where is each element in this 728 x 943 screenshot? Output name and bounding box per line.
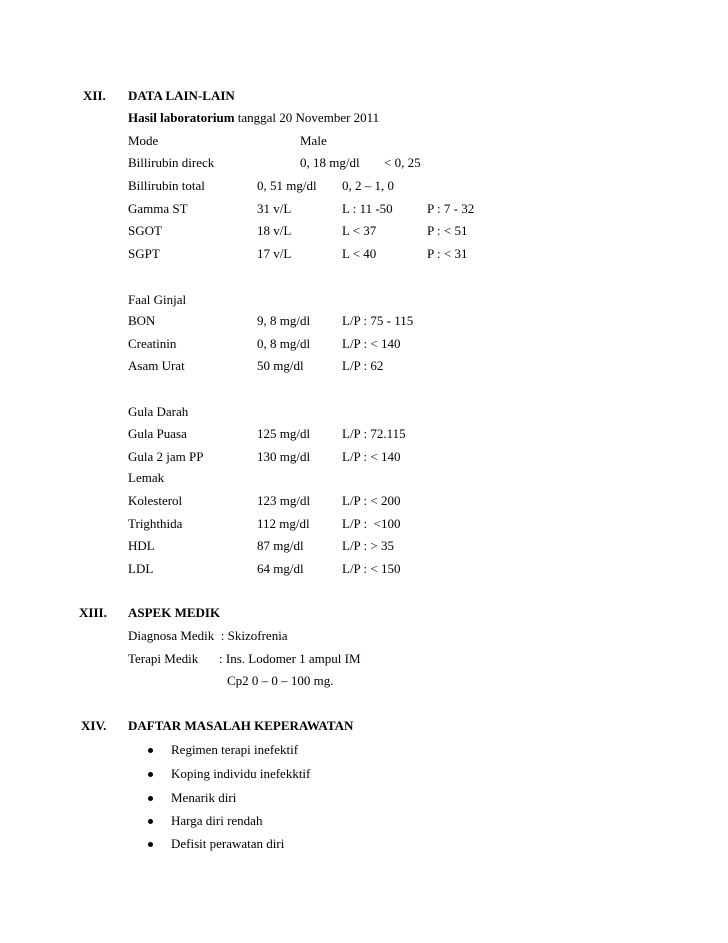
lab-row-name: LDL bbox=[128, 561, 154, 576]
lab-row-name: Asam Urat bbox=[128, 358, 185, 373]
list-item-text: Regimen terapi inefektif bbox=[171, 742, 299, 757]
lab-row-name: Kolesterol bbox=[128, 493, 183, 508]
section-title-xii: DATA LAIN-LAIN bbox=[128, 88, 235, 103]
faal-ginjal-title: Faal Ginjal bbox=[128, 292, 187, 307]
bullet-icon bbox=[148, 796, 153, 801]
lab-row-ref: L/P : 75 - 115 bbox=[342, 313, 414, 328]
list-item-text: Menarik diri bbox=[171, 790, 237, 805]
section-number-xii: XII. bbox=[83, 88, 106, 103]
lab-heading-bold: Hasil laboratorium bbox=[128, 110, 235, 125]
lab-row-name: SGOT bbox=[128, 223, 162, 238]
lab-row-ref: L/P : < 140 bbox=[342, 449, 401, 464]
lab-row-value: 17 v/L bbox=[257, 246, 292, 261]
lab-heading bbox=[128, 110, 379, 126]
bullet-icon bbox=[148, 842, 153, 847]
lab-row-value: 0, 8 mg/dl bbox=[257, 336, 311, 351]
lab-row-ref-p: P : < 51 bbox=[427, 223, 468, 238]
lab-row-ref: L/P : < 140 bbox=[342, 336, 401, 351]
lab-row-name: SGPT bbox=[128, 246, 160, 261]
terapi-medik-value: : Ins. Lodomer 1 ampul IM bbox=[219, 651, 361, 666]
lab-row-ref-p: P : 7 - 32 bbox=[427, 201, 475, 216]
terapi-medik-value-2: Cp2 0 – 0 – 100 mg. bbox=[227, 673, 334, 688]
list-item-text: Koping individu inefekktif bbox=[171, 766, 311, 781]
section-number-xiv: XIV. bbox=[81, 718, 107, 733]
lab-row-value: 125 mg/dl bbox=[257, 426, 311, 441]
lab-row-ref: L/P : 62 bbox=[342, 358, 384, 373]
lab-row-value: 112 mg/dl bbox=[257, 516, 310, 531]
lab-row-ref: L/P : < 150 bbox=[342, 561, 401, 576]
section-number-xiii: XIII. bbox=[79, 605, 107, 620]
lab-row-ref-l: L : 11 -50 bbox=[342, 201, 393, 216]
lab-row-value: 0, 51 mg/dl bbox=[257, 178, 317, 193]
lab-row-name: Trighthida bbox=[128, 516, 183, 531]
gula-darah-title: Gula Darah bbox=[128, 404, 189, 419]
lab-row-name: Gula 2 jam PP bbox=[128, 449, 204, 464]
diagnosa-medik: Diagnosa Medik : Skizofrenia bbox=[128, 628, 288, 643]
list-item-text: Harga diri rendah bbox=[171, 813, 263, 828]
terapi-medik-label: Terapi Medik bbox=[128, 651, 199, 666]
mode-label: Mode bbox=[128, 133, 159, 148]
lab-row-ref-p: P : < 31 bbox=[427, 246, 468, 261]
list-item-text: Defisit perawatan diri bbox=[171, 836, 285, 851]
lab-row-ref-l: L < 40 bbox=[342, 246, 377, 261]
bullet-icon bbox=[148, 748, 153, 753]
lemak-title: Lemak bbox=[128, 470, 165, 485]
lab-row-ref-l: L < 37 bbox=[342, 223, 377, 238]
lab-row-name: Gula Puasa bbox=[128, 426, 187, 441]
lab-row-ref: L/P : <100 bbox=[342, 516, 401, 531]
bilirubin-direck-value: 0, 18 mg/dl bbox=[300, 155, 360, 170]
lab-row-value: 123 mg/dl bbox=[257, 493, 311, 508]
lab-row-value: 87 mg/dl bbox=[257, 538, 304, 553]
lab-row-name: Gamma ST bbox=[128, 201, 188, 216]
lab-row-ref: L/P : < 200 bbox=[342, 493, 401, 508]
lab-row-value: 50 mg/dl bbox=[257, 358, 304, 373]
lab-row-value: 31 v/L bbox=[257, 201, 292, 216]
lab-row-name: BON bbox=[128, 313, 156, 328]
bullet-icon bbox=[148, 772, 153, 777]
bilirubin-direck-label: Billirubin direck bbox=[128, 155, 215, 170]
lab-row-ref: L/P : > 35 bbox=[342, 538, 394, 553]
bullet-icon bbox=[148, 819, 153, 824]
lab-heading-date: tanggal 20 November 2011 bbox=[234, 110, 380, 125]
lab-row-ref-l: 0, 2 – 1, 0 bbox=[342, 178, 394, 193]
lab-row-name: Creatinin bbox=[128, 336, 177, 351]
lab-row-value: 64 mg/dl bbox=[257, 561, 304, 576]
mode-value: Male bbox=[300, 133, 327, 148]
lab-row-name: Billirubin total bbox=[128, 178, 205, 193]
lab-row-value: 18 v/L bbox=[257, 223, 292, 238]
lab-row-value: 130 mg/dl bbox=[257, 449, 311, 464]
section-title-xiv: DAFTAR MASALAH KEPERAWATAN bbox=[128, 718, 354, 733]
lab-row-value: 9, 8 mg/dl bbox=[257, 313, 311, 328]
lab-row-ref: L/P : 72.115 bbox=[342, 426, 406, 441]
section-title-xiii: ASPEK MEDIK bbox=[128, 605, 221, 620]
bilirubin-direck-ref: < 0, 25 bbox=[384, 155, 421, 170]
lab-row-name: HDL bbox=[128, 538, 155, 553]
